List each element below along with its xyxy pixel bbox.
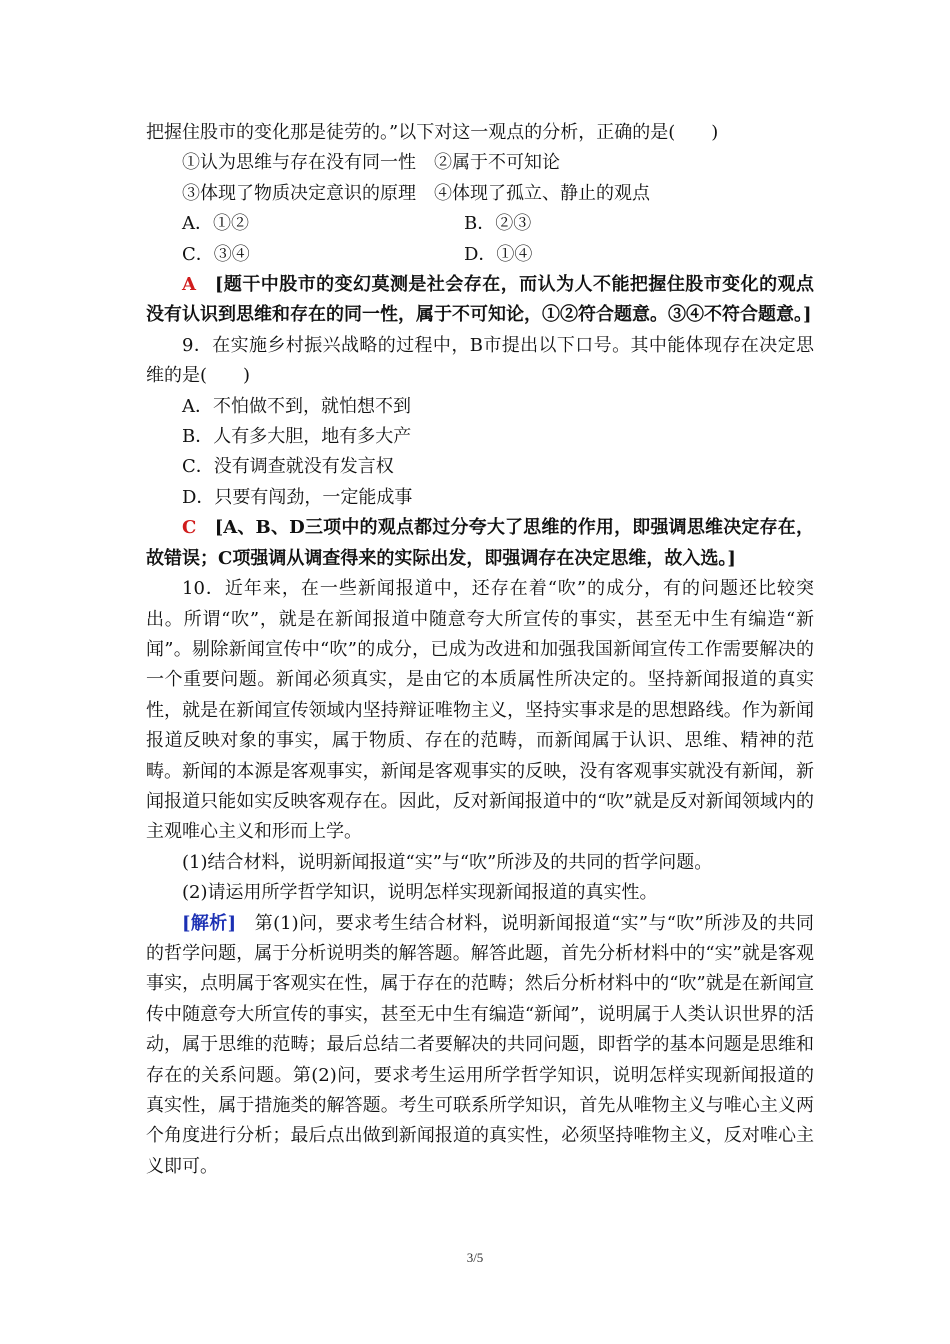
q10-jiexi (146, 909, 814, 1183)
q8-option-d: D．①④ (464, 243, 533, 265)
q10-sub2: (2)请运用所学哲学知识，说明怎样实现新闻报道的真实性。 (182, 882, 658, 904)
q8-answer (146, 270, 814, 331)
q8-item-1: ①认为思维与存在没有同一性 ②属于不可知论 (182, 152, 560, 174)
q8-option-b: B．②③ (464, 213, 532, 235)
q8-options-row-1 (146, 209, 814, 239)
q8-stem-tail: 把握住股市的变化那是徒劳的。”以下对这一观点的分析，正确的是( ) (146, 122, 719, 143)
q9-answer (146, 513, 814, 574)
jiexi-text: 第(1)问，要求考生结合材料，说明新闻报道“实”与“吹”所涉及的共同的哲学问题，属于分析说明类的解答题。解答此题，首先分析材料中的“实”就是客观事实，点明属于客观实在性，属于存在的范畴；然后分析材料中的“吹”就是在新闻宣传中随意夸大所宣传的事实，甚至无中生有编造“新闻”，说明属于人类认识世界的活动，属于思维的范畴；最后总结二者要解决的共同问题，即哲学的基本问题是思维和存在的关系问题。第(2)问，要求考生运用所学哲学知识，说明怎样实现新闻报道的真实性，属于措施类的解答题。考生可联系所学知识，首先从唯物主义与唯心主义两个角度进行分析；最后点出做到新闻报道的真实性，必须坚持唯物主义，反对唯心主义即可。 (146, 912, 814, 1177)
q10-stem: 10．近年来，在一些新闻报道中，还存在着“吹”的成分，有的问题还比较突出。所谓“吹”，就是在新闻报道中随意夸大所宣传的事实，甚至无中生有编造“新闻”。剔除新闻宣传中“吹”的成分，已成为改进和加强我国新闻宣传工作需要解决的一个重要问题。新闻必须真实，是由它的本质属性所决定的。坚持新闻报道的真实性，就是在新闻宣传领域内坚持辩证唯物主义，坚持实事求是的思想路线。作为新闻报道反映对象的事实，属于物质、存在的范畴，而新闻属于认识、思维、精神的范畴。新闻的本源是客观事实，新闻是客观事实的反映，没有客观事实就没有新闻，新闻报道只能如实反映客观存在。因此，反对新闻报道中的“吹”就是反对新闻领域内的主观唯心主义和形而上学。 (146, 578, 814, 843)
q8-answer-text: [题干中股市的变幻莫测是社会存在，而认为人不能把握住股市变化的观点没有认识到思维和存在的同一性，属于不可知论，①②符合题意。③④不符合题意。] (146, 274, 815, 326)
q8-options-row-2 (146, 240, 814, 270)
q9-option-a: A．不怕做不到，就怕想不到 (182, 395, 411, 417)
jiexi-tag: [解析] (182, 912, 237, 934)
q8-item-2: ③体现了物质决定意识的原理 ④体现了孤立、静止的观点 (182, 182, 650, 204)
q8-option-a: A．①② (182, 213, 249, 235)
document-page (146, 118, 814, 1182)
q8-answer-letter: A (182, 274, 196, 296)
q8-option-c: C．③④ (182, 243, 250, 265)
q10-sub1: (1)结合材料，说明新闻报道“实”与“吹”所涉及的共同的哲学问题。 (182, 851, 713, 873)
q9-answer-letter: C (182, 517, 197, 539)
q9-option-c: C．没有调查就没有发言权 (182, 456, 394, 478)
q9-option-b: B．人有多大胆，地有多大产 (182, 426, 412, 448)
q9-stem: 9．在实施乡村振兴战略的过程中，B市提出以下口号。其中能体现存在决定思维的是( ) (146, 334, 814, 387)
q9-option-d: D．只要有闯劲，一定能成事 (182, 486, 413, 508)
q9-answer-text: [A、B、D三项中的观点都过分夸大了思维的作用，即强调思维决定存在，故错误；C项强调从调查得来的实际出发，即强调存在决定思维，故入选。] (146, 517, 814, 569)
page-number: 3/5 (466, 1250, 484, 1265)
